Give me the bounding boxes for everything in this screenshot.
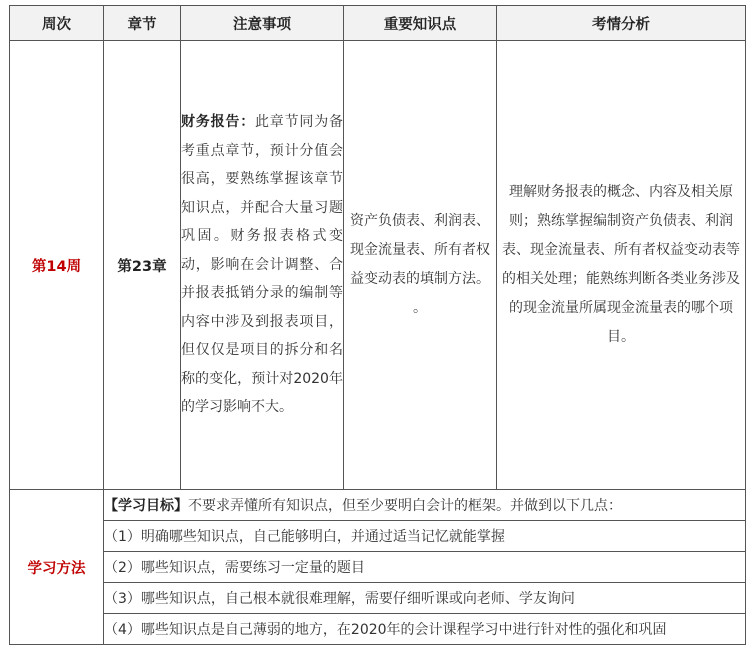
header-exam-analysis: 考情分析 — [497, 6, 746, 41]
key-points-text: 资产负债表、利润表、现金流量表、所有者权益变动表的填制方法。 — [350, 213, 490, 287]
method-item-row — [10, 521, 746, 552]
method-goal-row — [10, 490, 746, 521]
study-goal-title: 【学习目标】 — [104, 498, 188, 514]
header-row — [10, 6, 746, 41]
method-item-4: （4）哪些知识点是自己薄弱的地方，在2020年的会计课程学习中进行针对性的强化和巩固 — [104, 614, 746, 645]
exam-analysis-cell: 理解财务报表的概念、内容及相关原则；熟练掌握编制资产负债表、利润表、现金流量表、所有者权益变动表等的相关处理；能熟练判断各类业务涉及的现金流量所属现金流量表的哪个项目。 — [497, 41, 746, 490]
key-points-cell — [344, 41, 497, 490]
study-goal-text: 不要求弄懂所有知识点，但至少要明白会计的框架。并做到以下几点： — [188, 498, 622, 514]
chapter-cell: 第23章 — [104, 41, 181, 490]
method-item-row — [10, 552, 746, 583]
header-notes: 注意事项 — [181, 6, 344, 41]
header-chapter: 章节 — [104, 6, 181, 41]
study-plan-table — [9, 5, 746, 645]
key-points-extra: 。 — [413, 300, 427, 316]
table-row — [10, 41, 746, 490]
method-item-3: （3）哪些知识点，自己根本就很难理解，需要仔细听课或向老师、学友询问 — [104, 583, 746, 614]
notes-cell — [181, 41, 344, 490]
method-item-row — [10, 614, 746, 645]
header-week: 周次 — [10, 6, 104, 41]
method-item-2: （2）哪些知识点，需要练习一定量的题目 — [104, 552, 746, 583]
notes-title: 财务报告： — [181, 114, 255, 131]
method-item-1: （1）明确哪些知识点，自己能够明白，并通过适当记忆就能掌握 — [104, 521, 746, 552]
method-item-row — [10, 583, 746, 614]
week-cell: 第14周 — [10, 41, 104, 490]
study-method-label: 学习方法 — [10, 490, 104, 645]
header-key-points: 重要知识点 — [344, 6, 497, 41]
notes-text: 此章节同为备考重点章节，预计分值会很高，要熟练掌握该章节知识点，并配合大量习题巩固。财务报表格式变动，影响在会计调整、合并报表抵销分录的编制等内容中涉及到报表项目，但仅仅是项目的拆分和名称的变化，预计对2020年的学习影响不大。 — [181, 114, 343, 416]
study-goal-cell — [104, 490, 746, 521]
